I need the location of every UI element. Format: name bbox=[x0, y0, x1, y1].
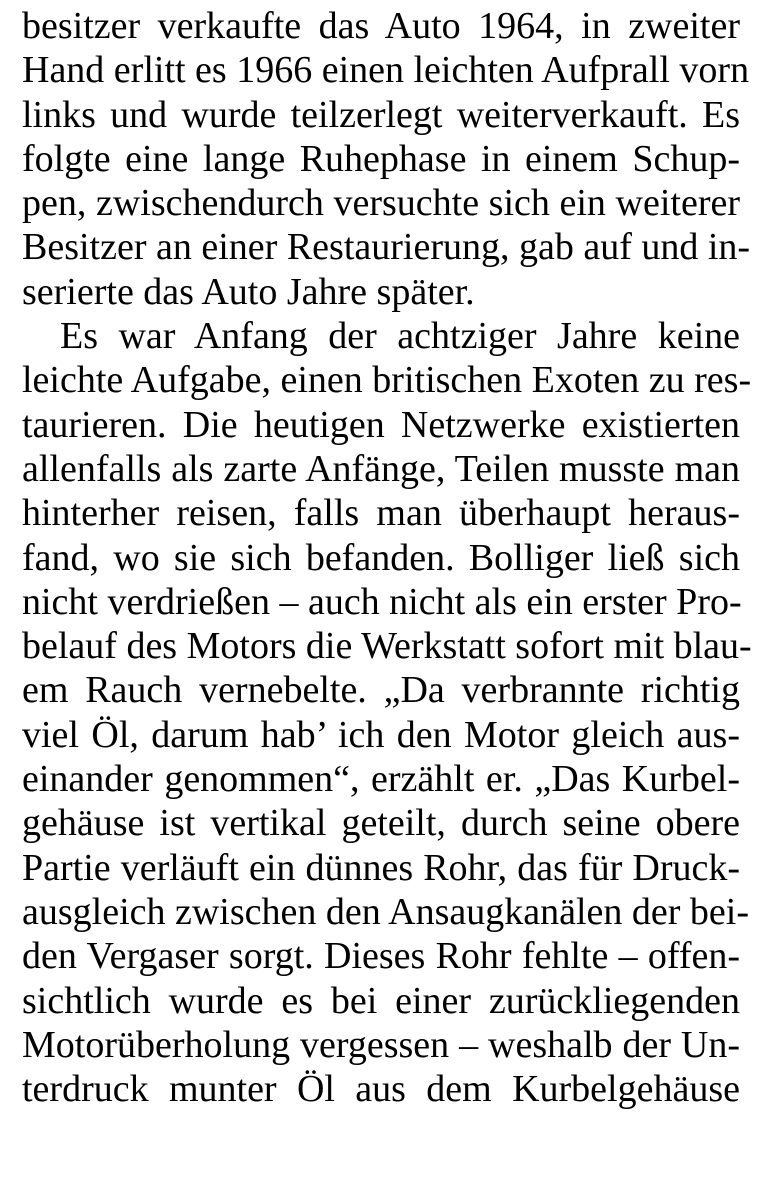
text-line: folgte eine lange Ruhephase in einem Schup- bbox=[22, 137, 740, 180]
text-line: taurieren. Die heutigen Netzwerke existierten bbox=[22, 403, 740, 446]
text-line: belauf des Motors die Werkstatt sofort mit blau- bbox=[22, 625, 752, 668]
text-column bbox=[22, 4, 752, 1111]
text-line: Es war Anfang der achtziger Jahre keine bbox=[60, 315, 740, 358]
text-line: Motorüberholung vergessen – weshalb der Un- bbox=[22, 1023, 740, 1066]
text-line: einander genommen“, erzählt er. „Das Kurbel- bbox=[22, 758, 740, 801]
text-line: viel Öl, darum hab’ ich den Motor gleich aus- bbox=[22, 713, 740, 756]
text-line: hinterher reisen, falls man überhaupt heraus- bbox=[22, 492, 740, 535]
text-line: leichte Aufgabe, einen britischen Exoten zu res- bbox=[22, 359, 752, 402]
text-line: terdruck munter Öl aus dem Kurbelgehäuse bbox=[22, 1068, 740, 1111]
text-line: allenfalls als zarte Anfänge, Teilen musste man bbox=[22, 447, 740, 490]
paragraph-2 bbox=[22, 314, 752, 1111]
text-line: besitzer verkaufte das Auto 1964, in zweiter bbox=[22, 5, 740, 47]
text-line: gehäuse ist vertikal geteilt, durch seine obere bbox=[22, 802, 740, 845]
text-line: em Rauch vernebelte. „Da verbrannte richtig bbox=[22, 669, 740, 712]
text-line: ausgleich zwischen den Ansaugkanälen der bei- bbox=[22, 890, 750, 933]
text-line: Besitzer an einer Restaurierung, gab auf und in- bbox=[22, 226, 751, 269]
paragraph-1 bbox=[22, 4, 751, 314]
text-line: den Vergaser sorgt. Dieses Rohr fehlte – offen- bbox=[22, 935, 740, 978]
text-line: Hand erlitt es 1966 einen leichten Aufprall vorn bbox=[22, 49, 750, 92]
text-line: links und wurde teilzerlegt weiterverkauft. Es bbox=[22, 93, 740, 136]
text-line: serierte das Auto Jahre später. bbox=[22, 270, 475, 313]
text-line: Partie verläuft ein dünnes Rohr, das für Druck- bbox=[22, 846, 740, 889]
text-line: sichtlich wurde es bei einer zurückliegenden bbox=[22, 979, 740, 1022]
text-line: fand, wo sie sich befanden. Bolliger ließ sich bbox=[22, 536, 740, 579]
text-line: pen, zwischendurch versuchte sich ein weiterer bbox=[22, 182, 740, 225]
text-line: nicht verdrießen – auch nicht als ein erster Pro- bbox=[22, 580, 742, 623]
